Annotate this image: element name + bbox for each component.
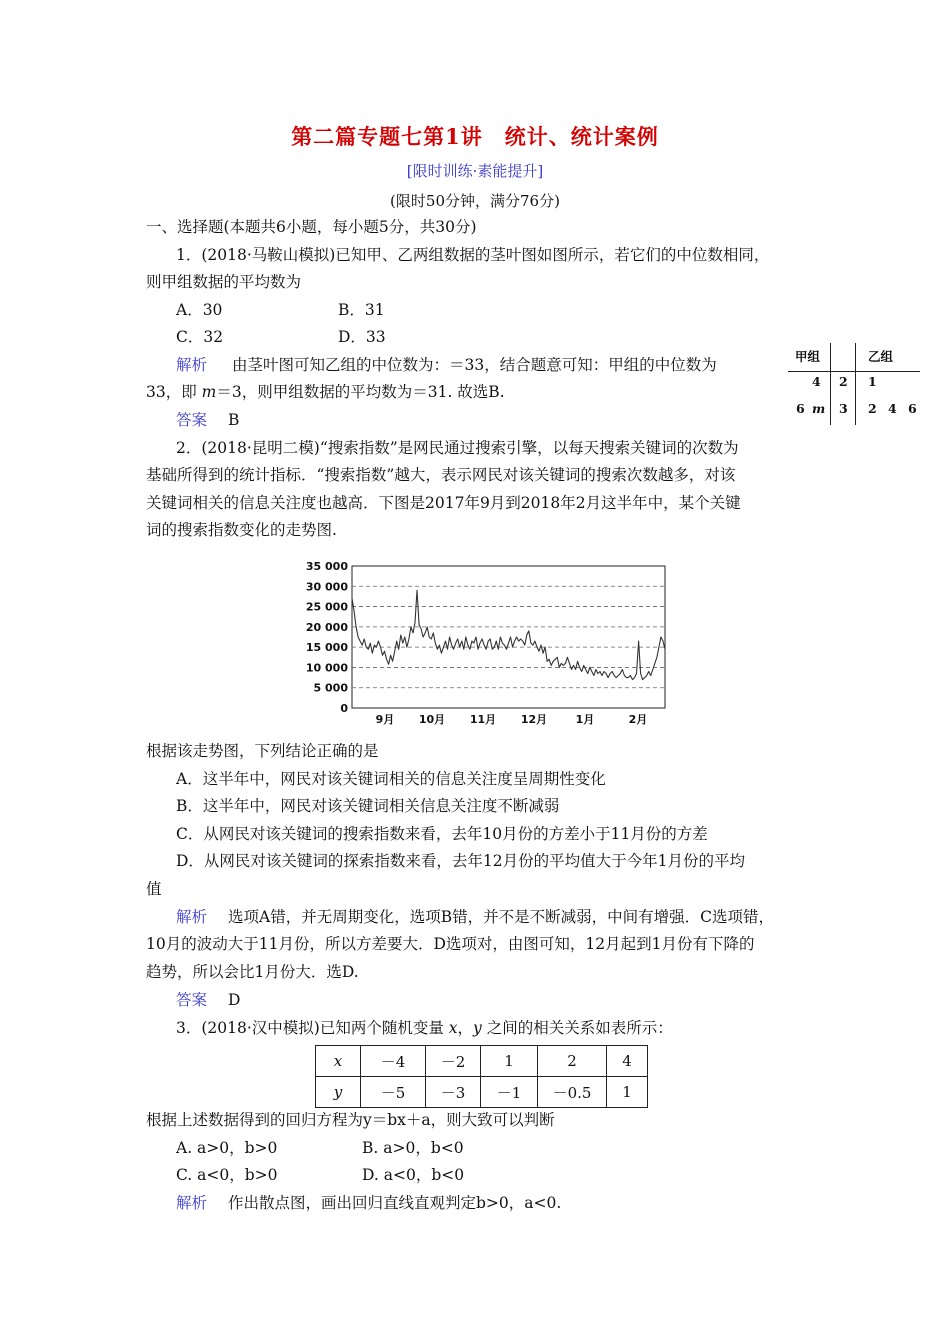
q3-stem-text-c: 之间的相关关系如表所示： (481, 1019, 673, 1037)
q1-option-c: C．32 (176, 328, 224, 346)
stemleaf-header-left: 甲组 (795, 349, 821, 364)
q2-stem-line-1: 2．(2018·昆明二模)“搜索指数”是网民通过搜索引擎，以每天搜索关键词的次数为 (176, 439, 739, 457)
q1-option-d: D．33 (338, 328, 386, 346)
q3-stem (176, 1018, 673, 1038)
chart-frame (352, 566, 665, 708)
stemleaf-r1-stem: 2 (839, 374, 848, 389)
q3-stem-var-y: y (473, 1019, 482, 1037)
search-index-chart (300, 556, 670, 728)
table-cell: －4 (361, 1046, 426, 1077)
q2-option-d-line-2: 值 (146, 880, 162, 898)
q3-stem-text-a: 3．(2018·汉中模拟)已知两个随机变量 (176, 1019, 449, 1037)
x-tick-label: 1月 (575, 713, 595, 726)
q2-stem-line-2: 基础所得到的统计指标．“搜索指数”越大，表示网民对该关键词的搜索次数越多，对该 (146, 466, 736, 484)
q3-option-b: B. a>0，b<0 (362, 1139, 464, 1157)
table-cell: 1 (607, 1077, 648, 1108)
q1-option-a: A．30 (176, 301, 223, 319)
table-cell: y (316, 1077, 361, 1108)
q2-stem-line-4: 词的搜索指数变化的走势图. (146, 521, 337, 539)
table-row-x (316, 1046, 648, 1077)
stemleaf-r2-left-b: m (812, 401, 826, 416)
x-tick-label: 2月 (628, 713, 648, 726)
q2-option-b: B．这半年中，网民对该关键词相关信息关注度不断减弱 (176, 797, 560, 815)
section-heading: 一、选择题(本题共6小题，每小题5分，共30分) (146, 218, 477, 236)
q2-after-chart: 根据该走势图，下列结论正确的是 (146, 742, 379, 760)
q2-analysis-line-3: 趋势，所以会比1月份大．选D. (146, 963, 359, 981)
q2-option-d-line-1: D．从网民对该关键词的探索指数来看，去年12月份的平均值大于今年1月份的平均 (176, 852, 746, 870)
q2-answer: D (228, 991, 241, 1009)
stemleaf-r2-right-a: 2 (868, 401, 877, 416)
y-tick-label: 10 000 (305, 661, 348, 675)
table-cell: x (316, 1046, 361, 1077)
x-tick-label: 9月 (375, 713, 395, 726)
q3-option-a: A. a>0，b>0 (176, 1139, 278, 1157)
y-tick-label: 35 000 (305, 560, 348, 573)
q2-analysis-label: 解析 (176, 908, 208, 926)
x-tick-label: 11月 (469, 713, 497, 726)
stemleaf-r1-left: 4 (812, 374, 821, 389)
q3-after-table: 根据上述数据得到的回归方程为y＝bx＋a，则大致可以判断 (146, 1111, 555, 1129)
page-title: 第二篇专题七第1讲 统计、统计案例 (291, 124, 659, 149)
table-cell: －1 (481, 1077, 538, 1108)
table-cell: －0.5 (538, 1077, 607, 1108)
q2-analysis-line-1: 选项A错，并无周期变化，选项B错，并不是不断减弱，中间有增强．C选项错， (228, 908, 774, 926)
x-tick-label: 12月 (520, 713, 548, 726)
y-tick-label: 15 000 (305, 641, 348, 655)
q3-stem-text-b: ， (457, 1019, 474, 1037)
q2-option-a: A．这半年中，网民对该关键词相关的信息关注度呈周期性变化 (176, 770, 606, 788)
table-cell: －2 (426, 1046, 481, 1077)
series-line (352, 590, 665, 679)
q1-answer: B (228, 411, 240, 429)
q3-option-c: C. a<0，b>0 (176, 1166, 278, 1184)
q1-analysis-text-b: ＝3，则甲组数据的平均数为＝31. 故选B. (216, 383, 505, 401)
table-row-y (316, 1077, 648, 1108)
stemleaf-r2-left-a: 6 (796, 401, 805, 416)
q1-answer-label: 答案 (176, 411, 208, 429)
q1-analysis-label: 解析 (176, 356, 208, 374)
q1-stem-line-1: 1．(2018·马鞍山模拟)已知甲、乙两组数据的茎叶图如图所示，若它们的中位数相同， (176, 246, 770, 264)
stemleaf-header-rule (788, 371, 920, 372)
table-cell: 2 (538, 1046, 607, 1077)
q1-stem-line-2: 则甲组数据的平均数为 (146, 273, 302, 291)
stemleaf-r2-right-c: 6 (908, 401, 917, 416)
table-cell: 4 (607, 1046, 648, 1077)
q3-analysis: 作出散点图，画出回归直线直观判定b>0，a<0. (228, 1194, 562, 1212)
q1-analysis-var-m: m (201, 383, 217, 401)
table-cell: －5 (361, 1077, 426, 1108)
stemleaf-r2-right-b: 4 (888, 401, 897, 416)
q2-answer-label: 答案 (176, 991, 208, 1009)
stemleaf-header-right: 乙组 (868, 349, 894, 364)
stemleaf-divider-right (855, 343, 856, 425)
q1-option-b: B．31 (338, 301, 385, 319)
q2-stem-line-3: 关键词相关的信息关注度也越高．下图是2017年9月到2018年2月这半年中，某个关键 (146, 494, 741, 512)
page-subtitle: [限时训练·素能提升] (406, 162, 544, 180)
q3-stem-var-x: x (448, 1019, 458, 1037)
stem-leaf-diagram (788, 343, 920, 425)
q2-analysis-line-2: 10月的波动大于11月份，所以方差要大．D选项对，由图可知，12月起到1月份有下降的 (146, 935, 755, 953)
q1-analysis-text-a: 33，即 (146, 383, 202, 401)
time-limit: (限时50分钟，满分76分) (390, 192, 560, 210)
table-cell: －3 (426, 1077, 481, 1108)
q3-analysis-label: 解析 (176, 1194, 208, 1212)
y-tick-label: 20 000 (305, 620, 348, 634)
stemleaf-divider-left (830, 343, 831, 425)
y-tick-label: 25 000 (305, 600, 348, 614)
x-tick-label: 10月 (418, 713, 446, 726)
q1-analysis-line-1: 由茎叶图可知乙组的中位数为：＝33，结合题意可知：甲组的中位数为 (232, 356, 717, 374)
q1-analysis-line-2 (146, 382, 505, 402)
stemleaf-r2-stem: 3 (839, 401, 848, 416)
y-tick-label: 0 (340, 702, 348, 715)
y-tick-label: 5 000 (313, 681, 348, 695)
y-tick-label: 30 000 (305, 580, 348, 594)
xy-table (315, 1045, 648, 1108)
stemleaf-r1-right: 1 (868, 374, 877, 389)
q2-option-c: C．从网民对该关键词的搜索指数来看，去年10月份的方差小于11月份的方差 (176, 825, 708, 843)
q3-option-d: D. a<0，b<0 (362, 1166, 465, 1184)
table-cell: 1 (481, 1046, 538, 1077)
